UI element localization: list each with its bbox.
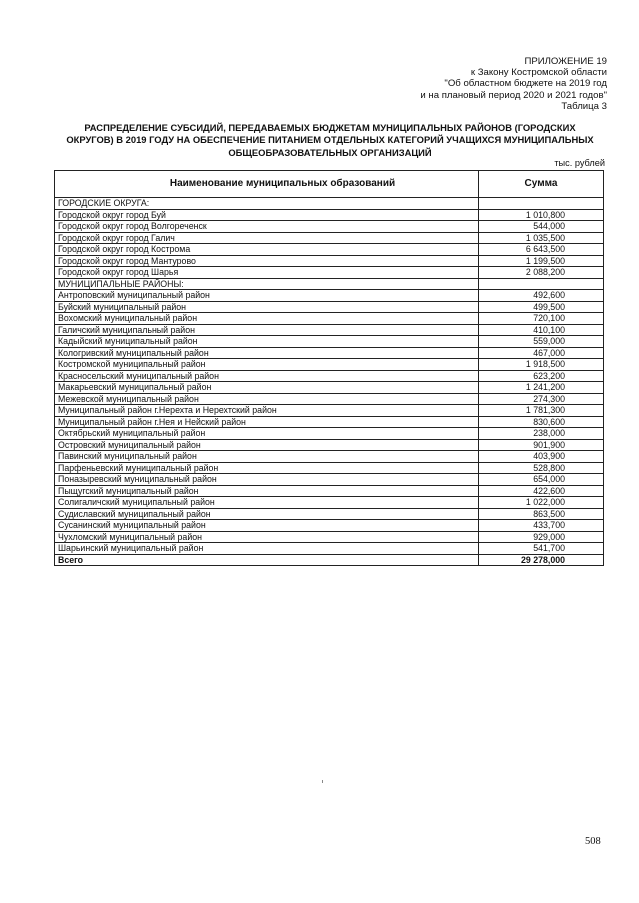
page-number: 508 <box>585 836 601 847</box>
table-row <box>55 451 604 463</box>
table-row <box>55 531 604 543</box>
cell-sum: 274,300 <box>479 393 604 405</box>
cell-sum: 238,000 <box>479 428 604 440</box>
cell-sum: 422,600 <box>479 485 604 497</box>
cell-name: Шарьинский муниципальный район <box>55 543 479 555</box>
cell-name: Сусанинский муниципальный район <box>55 520 479 532</box>
cell-sum: 6 643,500 <box>479 244 604 256</box>
cell-sum: 901,900 <box>479 439 604 451</box>
total-row <box>55 554 604 566</box>
table-row <box>55 416 604 428</box>
cell-sum: 1 241,200 <box>479 382 604 394</box>
cell-sum: 830,600 <box>479 416 604 428</box>
cell-name: Костромской муниципальный район <box>55 359 479 371</box>
table-row <box>55 370 604 382</box>
cell-sum: 403,900 <box>479 451 604 463</box>
table-row <box>55 462 604 474</box>
column-header-name: Наименование муниципальных образований <box>55 171 479 198</box>
cell-name: Городской округ город Буй <box>55 209 479 221</box>
subsidy-table <box>54 170 604 566</box>
cell-sum: 433,700 <box>479 520 604 532</box>
cell-name: Городской округ город Шарья <box>55 267 479 279</box>
cell-sum: 410,100 <box>479 324 604 336</box>
cell-sum: 1 010,800 <box>479 209 604 221</box>
cell-name: Кологривский муниципальный район <box>55 347 479 359</box>
title-line: ОБЩЕОБРАЗОВАТЕЛЬНЫХ ОРГАНИЗАЦИЙ <box>228 146 432 158</box>
cell-name: Межевской муниципальный район <box>55 393 479 405</box>
table-row <box>55 382 604 394</box>
appendix-header <box>420 56 607 112</box>
table-row <box>55 543 604 555</box>
column-header-sum: Сумма <box>479 171 604 198</box>
cell-name: Городской округ город Мантурово <box>55 255 479 267</box>
cell-name: Городской округ город Галич <box>55 232 479 244</box>
cell-sum: 29 278,000 <box>479 554 604 566</box>
table-header-row <box>55 171 604 198</box>
title-line: ОКРУГОВ) В 2019 ГОДУ НА ОБЕСПЕЧЕНИЕ ПИТАНИЕМ ОТДЕЛЬНЫХ КАТЕГОРИЙ УЧАЩИХСЯ МУНИЦИПАЛЬНЫХ <box>66 134 594 146</box>
table-row <box>55 508 604 520</box>
table-row <box>55 359 604 371</box>
table-row <box>55 255 604 267</box>
cell-name: Антроповский муниципальный район <box>55 290 479 302</box>
cell-sum: 1 918,500 <box>479 359 604 371</box>
cell-sum: 559,000 <box>479 336 604 348</box>
appendix-line: и на плановый период 2020 и 2021 годов" <box>420 89 607 101</box>
table-row <box>55 336 604 348</box>
appendix-line: ПРИЛОЖЕНИЕ 19 <box>524 56 607 67</box>
cell-sum: 1 035,500 <box>479 232 604 244</box>
cell-sum: 528,800 <box>479 462 604 474</box>
cell-name: Муниципальный район г.Нерехта и Нерехтский район <box>55 405 479 417</box>
cell-sum <box>479 278 604 290</box>
cell-name: Городской округ город Кострома <box>55 244 479 256</box>
cell-name: Буйский муниципальный район <box>55 301 479 313</box>
table-row <box>55 347 604 359</box>
table-row <box>55 232 604 244</box>
cell-name: Кадыйский муниципальный район <box>55 336 479 348</box>
table-row <box>55 313 604 325</box>
cell-sum: 499,500 <box>479 301 604 313</box>
cell-name: Городской округ город Волгореченск <box>55 221 479 233</box>
cell-name: Павинский муниципальный район <box>55 451 479 463</box>
section-row <box>55 198 604 210</box>
cell-sum <box>479 198 604 210</box>
cell-name: Чухломский муниципальный район <box>55 531 479 543</box>
cell-name: Октябрьский муниципальный район <box>55 428 479 440</box>
cell-name: Вохомский муниципальный район <box>55 313 479 325</box>
cell-sum: 654,000 <box>479 474 604 486</box>
cell-sum: 541,700 <box>479 543 604 555</box>
cell-sum: 492,600 <box>479 290 604 302</box>
cell-name: Красносельский муниципальный район <box>55 370 479 382</box>
table-row <box>55 290 604 302</box>
table-row <box>55 267 604 279</box>
table-row <box>55 209 604 221</box>
table-row <box>55 497 604 509</box>
cell-name: Парфеньевский муниципальный район <box>55 462 479 474</box>
cell-name: Островский муниципальный район <box>55 439 479 451</box>
table-row <box>55 324 604 336</box>
cell-sum: 1 781,300 <box>479 405 604 417</box>
cell-name: МУНИЦИПАЛЬНЫЕ РАЙОНЫ: <box>55 278 479 290</box>
table-row <box>55 485 604 497</box>
section-row <box>55 278 604 290</box>
units-label: тыс. рублей <box>554 158 605 168</box>
cell-sum: 929,000 <box>479 531 604 543</box>
appendix-line: к Закону Костромской области <box>470 67 607 79</box>
cell-sum: 544,000 <box>479 221 604 233</box>
cell-name: Макарьевский муниципальный район <box>55 382 479 394</box>
cell-sum: 623,200 <box>479 370 604 382</box>
cell-sum: 1 022,000 <box>479 497 604 509</box>
table-row <box>55 474 604 486</box>
cell-name: Муниципальный район г.Нея и Нейский район <box>55 416 479 428</box>
table-row <box>55 301 604 313</box>
cell-name: Судиславский муниципальный район <box>55 508 479 520</box>
cell-sum: 863,500 <box>479 508 604 520</box>
appendix-line: Таблица 3 <box>561 100 607 112</box>
cell-sum: 2 088,200 <box>479 267 604 279</box>
cell-name: Всего <box>55 554 479 566</box>
scan-speck <box>322 780 323 783</box>
cell-name: ГОРОДСКИЕ ОКРУГА: <box>55 198 479 210</box>
cell-sum: 720,100 <box>479 313 604 325</box>
cell-name: Поназыревский муниципальный район <box>55 474 479 486</box>
cell-name: Галичский муниципальный район <box>55 324 479 336</box>
table-row <box>55 520 604 532</box>
table-row <box>55 439 604 451</box>
table-row <box>55 428 604 440</box>
cell-name: Солигаличский муниципальный район <box>55 497 479 509</box>
table-row <box>55 244 604 256</box>
cell-sum: 1 199,500 <box>479 255 604 267</box>
table-body <box>55 198 604 566</box>
table-row <box>55 393 604 405</box>
cell-sum: 467,000 <box>479 347 604 359</box>
table-row <box>55 221 604 233</box>
document-title <box>56 122 604 159</box>
table-row <box>55 405 604 417</box>
appendix-line: "Об областном бюджете на 2019 год <box>444 78 607 90</box>
cell-name: Пыщугский муниципальный район <box>55 485 479 497</box>
title-line: РАСПРЕДЕЛЕНИЕ СУБСИДИЙ, ПЕРЕДАВАЕМЫХ БЮДЖЕТАМ МУНИЦИПАЛЬНЫХ РАЙОНОВ (ГОРОДСКИХ <box>84 122 576 133</box>
